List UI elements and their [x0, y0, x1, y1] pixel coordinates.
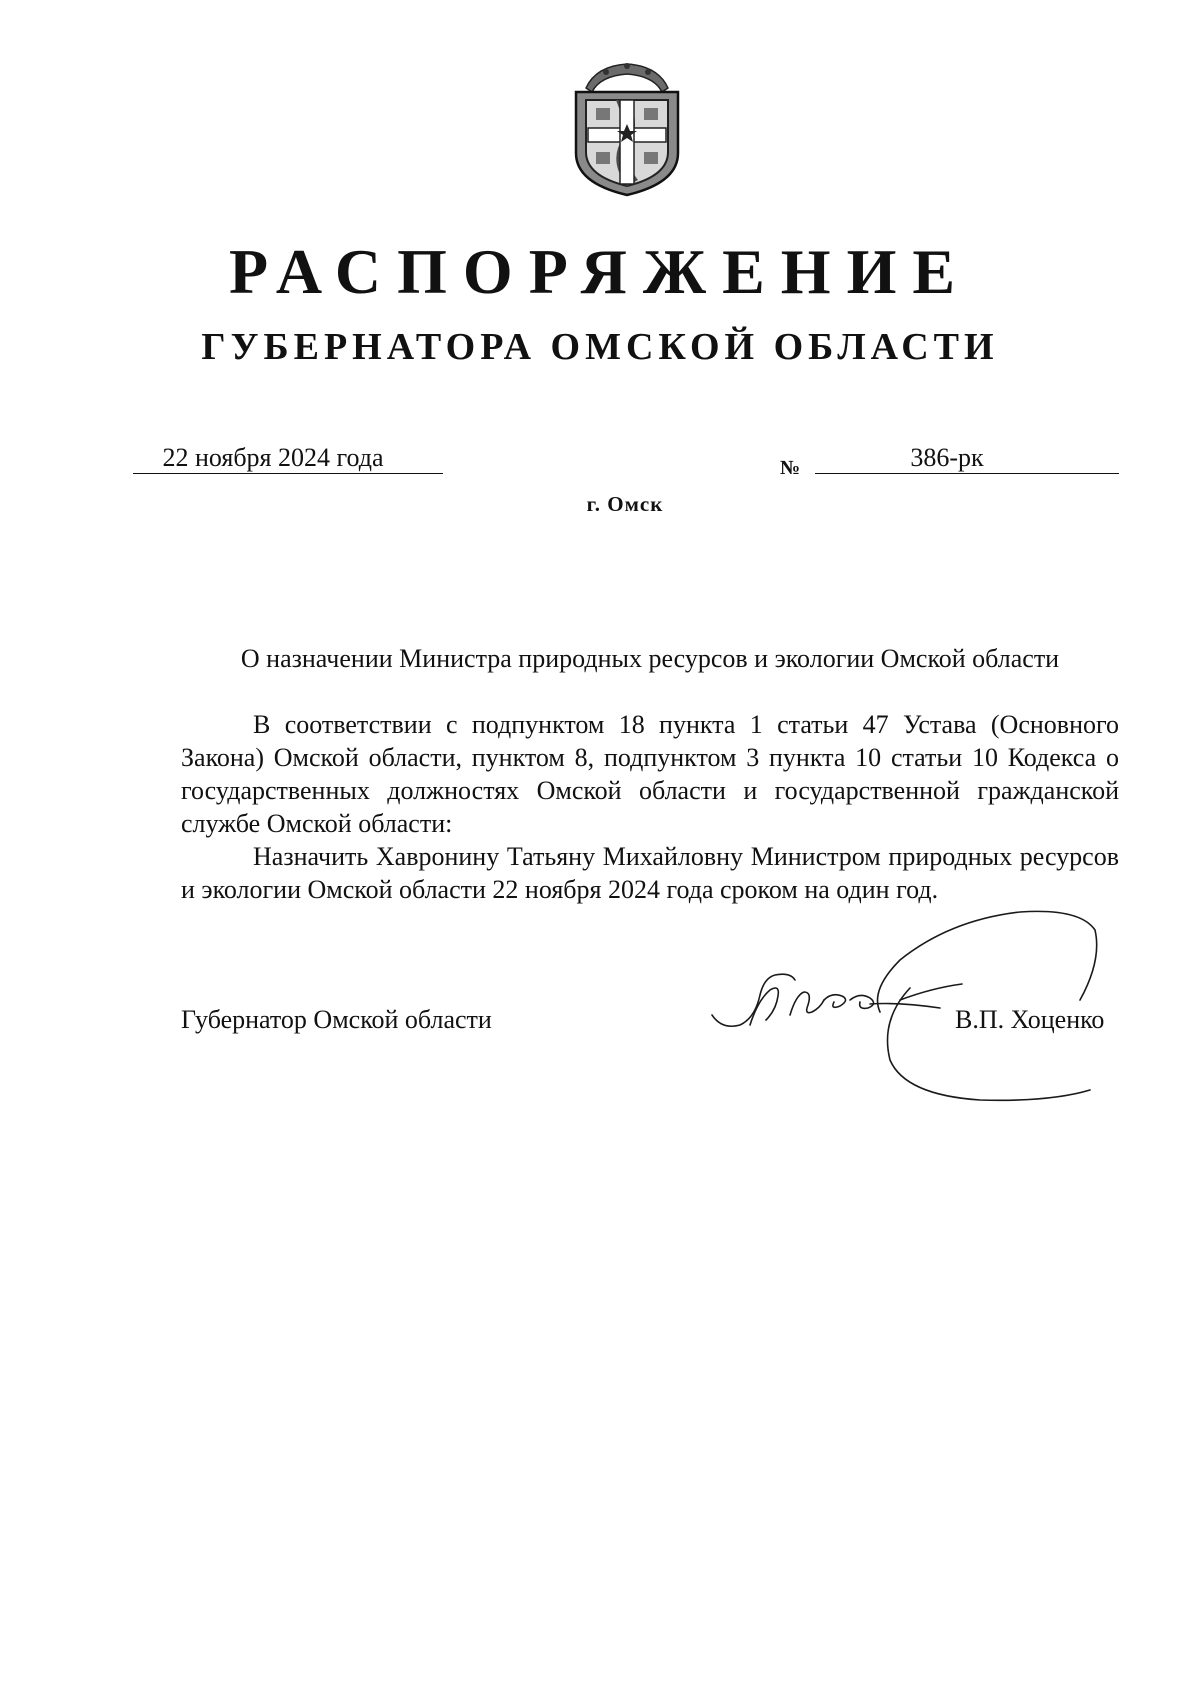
- signer-title: Губернатор Омской области: [181, 1005, 492, 1034]
- document-type-title: РАСПОРЯЖЕНИЕ: [228, 236, 972, 307]
- body-paragraph: Назначить Хавронину Татьяну Михайловну Министром природных ресурсов и экологии Омской области 22 ноября 2024 года сроком на один год.: [181, 842, 1119, 904]
- issuer-title: ГУБЕРНАТОРА ОМСКОЙ ОБЛАСТИ: [201, 326, 999, 368]
- document-number: 386-рк: [910, 443, 984, 472]
- handwritten-signature-icon: [700, 900, 1130, 1110]
- number-field: [815, 443, 1119, 474]
- document-date: 22 ноября 2024 года: [162, 443, 384, 472]
- signer-name: В.П. Хоценко: [955, 1005, 1105, 1034]
- city: г. Омск: [586, 492, 664, 516]
- date-field: [133, 443, 443, 474]
- document-subject: О назначении Министра природных ресурсов и экологии Омской области: [240, 644, 1060, 673]
- body-paragraph: В соответствии с подпунктом 18 пункта 1 статьи 47 Устава (Основного Закона) Омской области, пунктом 8, подпунктом 3 пункта 10 статьи 10 Кодекса о государственных должностях Омской области и государственной гражданской службе Омской области:: [181, 710, 1119, 838]
- document-body: [181, 708, 1119, 906]
- omsk-coat-of-arms-icon: [566, 58, 688, 198]
- number-sign: №: [780, 457, 801, 479]
